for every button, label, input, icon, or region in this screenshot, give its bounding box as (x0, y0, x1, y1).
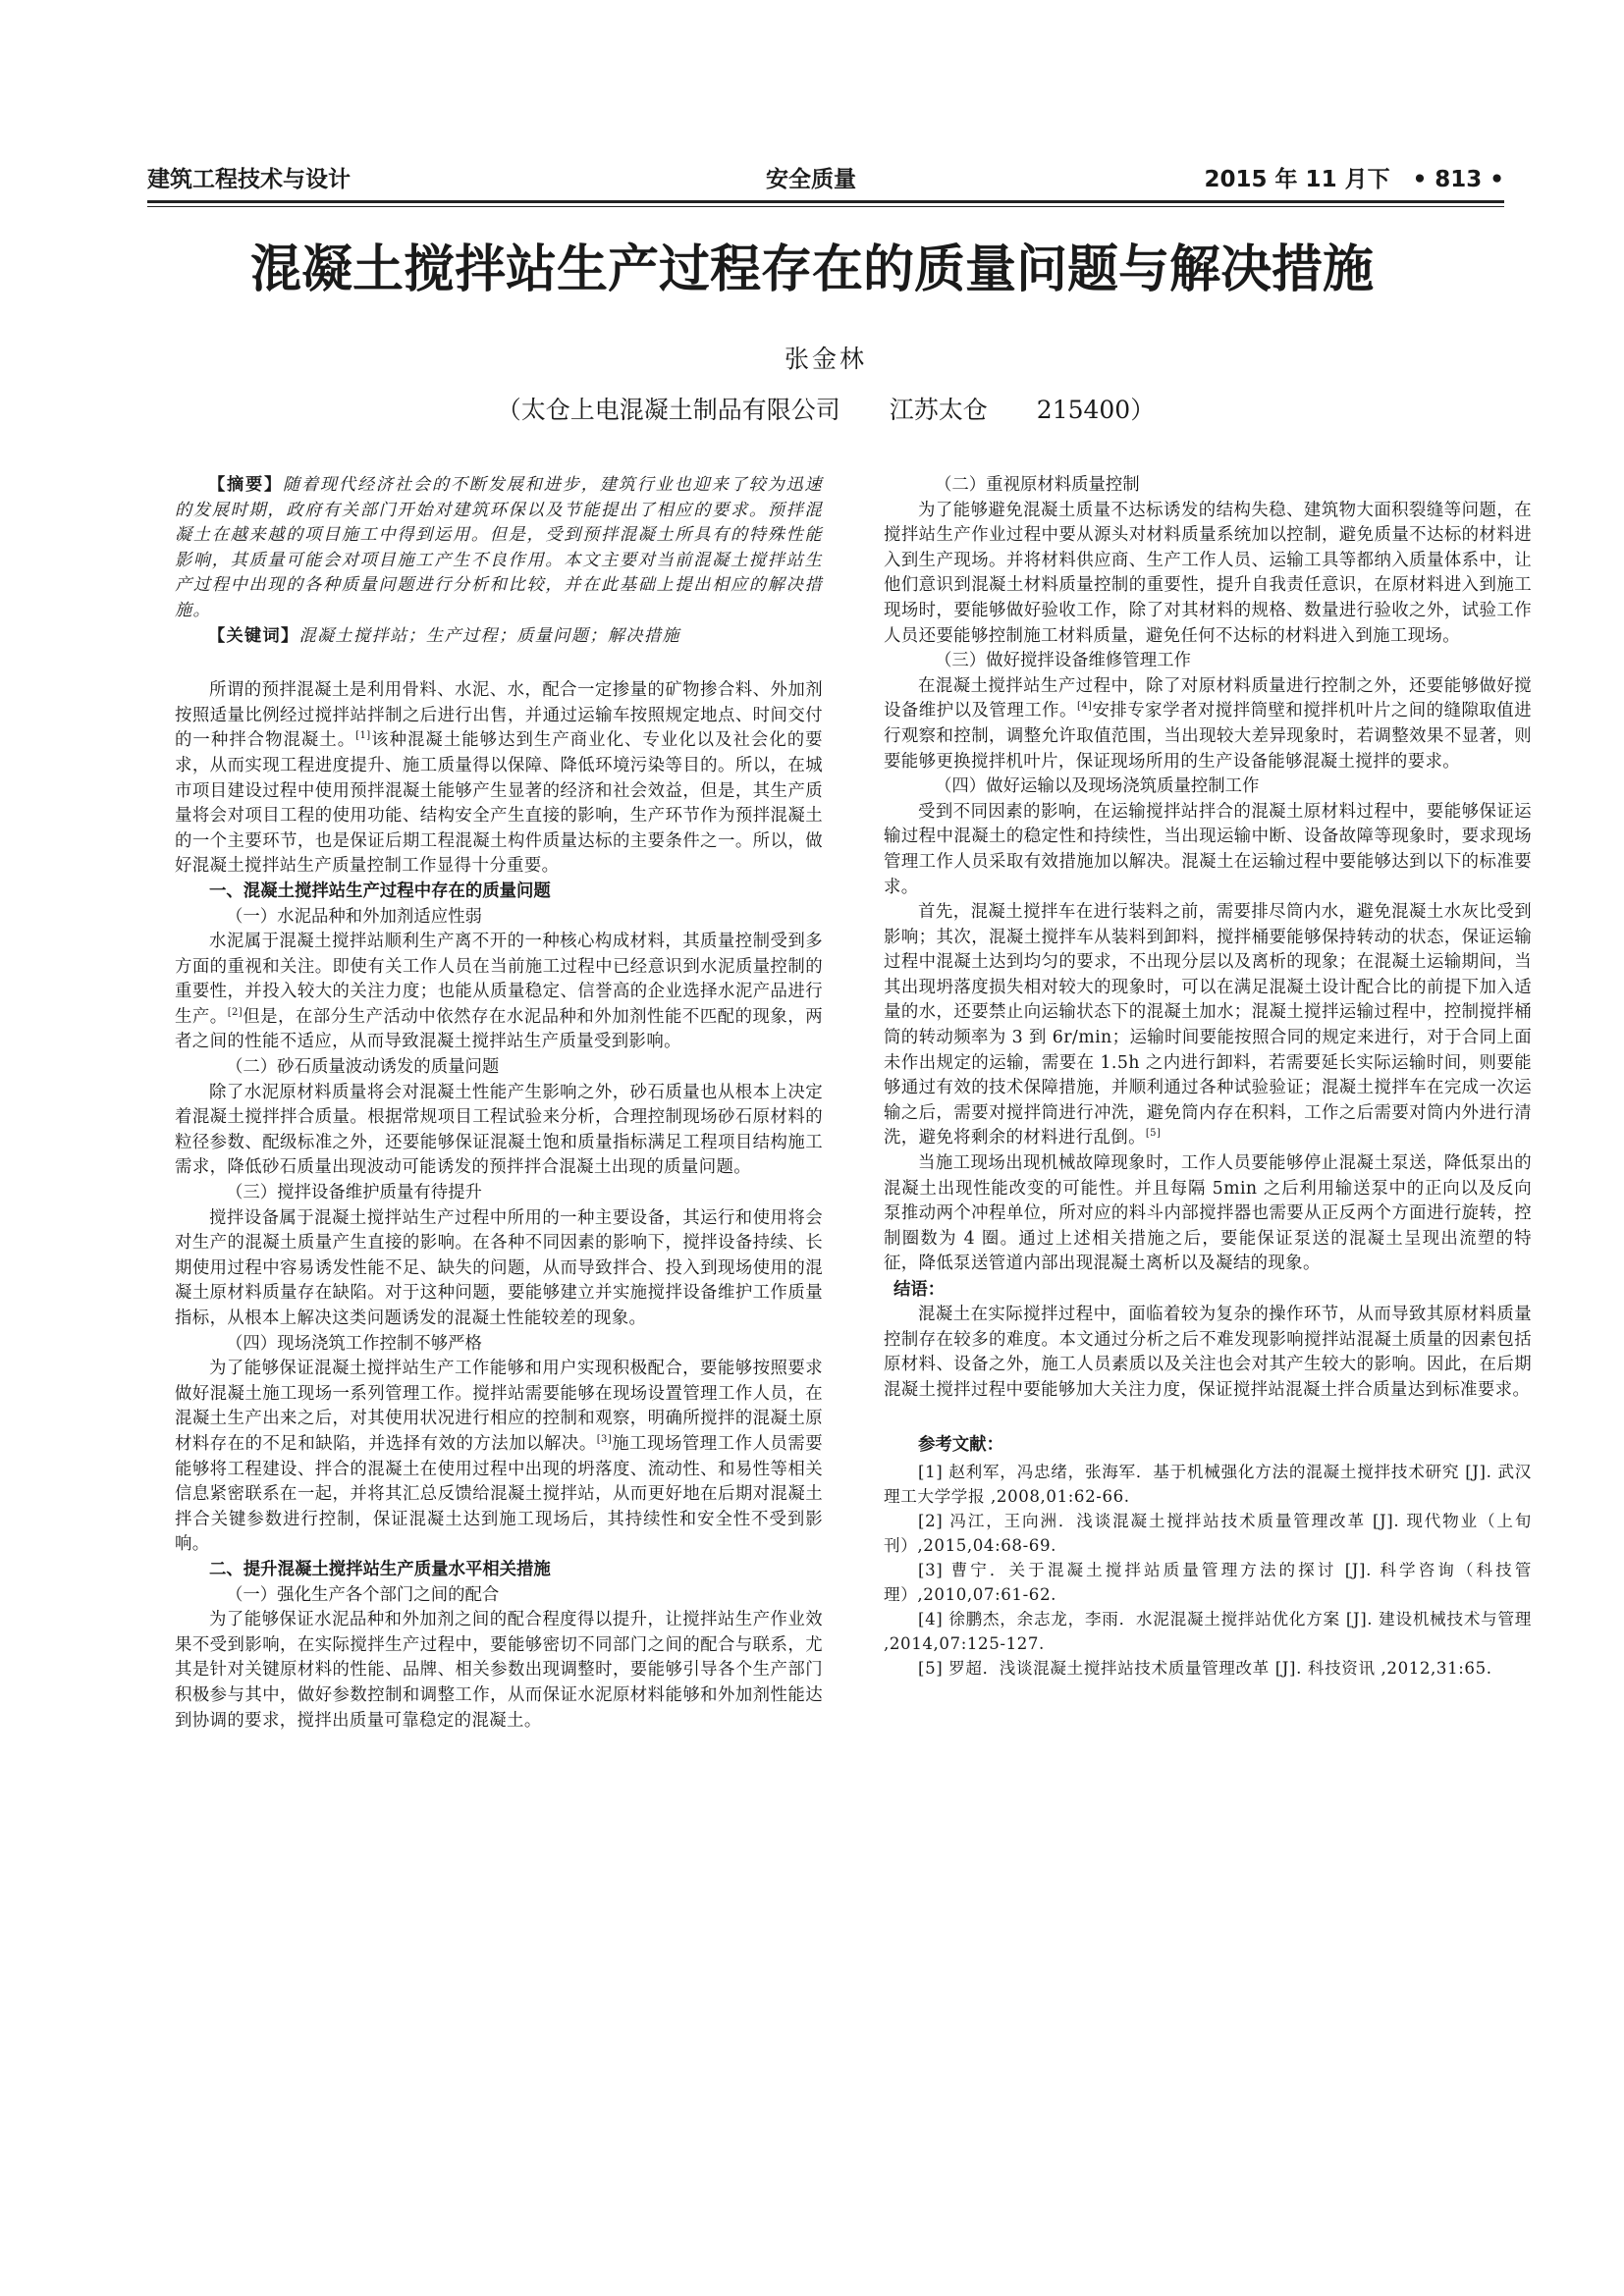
section-1-2-heading: （二）砂石质量波动诱发的质量问题 (226, 1057, 500, 1078)
section-2-3-paragraph (884, 674, 1532, 774)
issue-and-page: 2015 年 11 月下 • 813 • (1204, 167, 1504, 192)
section-2-heading: 二、提升混凝土搅拌站生产质量水平相关措施 (209, 1559, 551, 1579)
left-column (175, 473, 823, 1734)
citation-5: [5] (1145, 1128, 1162, 1140)
header-rule-thick (147, 200, 1504, 203)
section-name: 安全质量 (766, 167, 856, 192)
section-2-4-paragraph-a: 受到不同因素的影响，在运输搅拌站拌合的混凝土原材料过程中，要能够保证运输过程中混凝土的稳定性和持续性，当出现运输中断、设备故障等现象时，要求现场管理工作人员采取有效措施加以解决。混凝土在运输过程中要能够达到以下的标准要求。 (884, 801, 1532, 897)
section-2-1-paragraph: 为了能够保证水泥品种和外加剂之间的配合程度得以提升，让搅拌站生产作业效果不受到影响，在实际搅拌生产过程中，要能够密切不同部门之间的配合与联系，尤其是针对关键原材料的性能、品牌、相关参数出现调整时，要能够引导各个生产部门积极参与其中，做好参数控制和调整工作，从而保证水泥原材料能够和外加剂性能达到协调的要求，搅拌出质量可靠稳定的混凝土。 (175, 1610, 823, 1731)
section-2-4-heading: （四）做好运输以及现场浇筑质量控制工作 (935, 776, 1260, 797)
section-2-3-heading: （三）做好搅拌设备维修管理工作 (935, 651, 1191, 671)
section-1-1-text: 水泥属于混凝土搅拌站顺利生产离不开的一种核心构成材料，其质量控制受到多方面的重视和关注。即使有关工作人员在当前施工过程中已经意识到水泥质量控制的重要性，并投入较大的关注力度；也能从质量稳定、信誉高的企业选择水泥产品进行生产。 (175, 932, 823, 1027)
abstract-text: 随着现代经济社会的不断发展和进步，建筑行业也迎来了较为迅速的发展时期，政府有关部门开始对建筑环保以及节能提出了相应的要求。预拌混凝土在越来越的项目施工中得到运用。但是，受到预拌混凝土所具有的特殊性能影响，其质量可能会对项目施工产生不良作用。本文主要对当前混凝土搅拌站生产过程中出现的各种质量问题进行分析和比较，并在此基础上提出相应的解决措施。 (175, 475, 824, 620)
citation-1: [1] (355, 730, 371, 742)
section-2-2-paragraph: 为了能够避免混凝土质量不达标诱发的结构失稳、建筑物大面积裂缝等问题，在搅拌站生产作业过程中要从源头对材料质量系统加以控制，避免质量不达标的材料进入到生产现场。并将材料供应商、生产工作人员、运输工具等都纳入质量体系中，让他们意识到混凝土材料质量控制的重要性，提升自我责任意识，在原材料进入到施工现场时，要能够做好验收工作，除了对其材料的规格、数量进行验收之外，试验工作人员还要能够控制施工材料质量，避免任何不达标的材料进入到施工现场。 (884, 500, 1532, 646)
reference-item: [3] 曹宁．关于混凝土搅拌站质量管理方法的探讨 [J]. 科学咨询（科技管理）,2010,07:61-62. (884, 1561, 1532, 1605)
section-2-1-heading: （一）强化生产各个部门之间的配合 (226, 1584, 500, 1605)
keywords-label: 【关键词】 (208, 625, 299, 646)
section-1-4-text-cont: 施工现场管理工作人员需要能够将工程建设、拌合的混凝土在使用过程中出现的坍落度、流动性、和易性等相关信息紧密联系在一起，并将其汇总反馈给混凝土搅拌站，从而更好地在后期对混凝土拌合关键参数进行控制，保证混凝土达到施工现场后，其持续性和安全性不受到影响。 (175, 1433, 823, 1555)
section-1-2-paragraph: 除了水泥原材料质量将会对混凝土性能产生影响之外，砂石质量也从根本上决定着混凝土搅拌拌合质量。根据常规项目工程试验来分析，合理控制现场砂石原材料的粒径参数、配级标准之外，还要能够保证混凝土饱和质量指标满足工程项目结构施工需求，降低砂石质量出现波动可能诱发的预拌拌合混凝土出现的质量问题。 (175, 1082, 823, 1178)
citation-3: [3] (596, 1434, 613, 1446)
section-1-3-paragraph: 搅拌设备属于混凝土搅拌站生产过程中所用的一种主要设备，其运行和使用将会对生产的混凝土质量产生直接的影响。在各种不同因素的影响下，搅拌设备持续、长期使用过程中容易诱发性能不足、缺失的问题，从而导致拌合、投入到现场使用的混凝土原材料质量存在缺陷。对于这种问题，要能够建立并实施搅拌设备维护工作质量指标，从根本上解决这类问题诱发的混凝土性能较差的现象。 (175, 1207, 823, 1328)
article-title: 混凝土搅拌站生产过程存在的质量问题与解决措施 (249, 240, 1374, 299)
keywords-text: 混凝土搅拌站；生产过程；质量问题；解决措施 (298, 625, 680, 646)
abstract (175, 473, 823, 624)
conclusion-heading: 结语： (893, 1280, 946, 1300)
intro-text: 所谓的预拌混凝土是利用骨料、水泥、水，配合一定掺量的矿物掺合料、外加剂按照适量比例经过搅拌站拌制之后进行出售，并通过运输车按照规定地点、时间交付的一种拌合物混凝土。 (175, 680, 823, 751)
intro-paragraph (175, 678, 823, 880)
header-rule-thin (147, 206, 1504, 207)
citation-4: [4] (1076, 701, 1093, 713)
section-1-4-text: 为了能够保证混凝土搅拌站生产工作能够和用户实现积极配合，要能够按照要求做好混凝土施工现场一系列管理工作。搅拌站需要能够在现场设置管理工作人员，在混凝土生产出来之后，对其使用状况进行相应的控制和观察，明确所搅拌的混凝土原材料存在的不足和缺陷，并选择有效的方法加以解决。 (175, 1359, 823, 1454)
intro-text-cont: 该种混凝土能够达到生产商业化、专业化以及社会化的要求，从而实现工程进度提升、施工质量得以保障、降低环境污染等目的。所以，在城市项目建设过程中使用预拌混凝土能够产生显著的经济和社会效益，但是，其生产质量将会对项目工程的使用功能、结构安全产生直接的影响，生产环节作为预拌混凝土的一个主要环节，也是保证后期工程混凝土构件质量达标的主要条件之一。所以，做好混凝土搅拌站生产质量控制工作显得十分重要。 (175, 730, 823, 877)
section-2-4-text: 首先，混凝土搅拌车在进行装料之前，需要排尽筒内水，避免混凝土水灰比受到影响；其次，混凝土搅拌车从装料到卸料，搅拌桶要能够保持转动的状态，保证运输过程中混凝土达到均匀的要求，不出现分层以及离析的现象；在混凝土运输期间，当其出现坍落度损失相对较大的现象时，可以在满足混凝土设计配合比的前提下加入适量的水，还要禁止向运输状态下的混凝土加水；混凝土搅拌运输过程中，控制搅拌桶筒的转动频率为 3 到 6r/min；运输时间要能按照合同的规定来进行，对于合同上面未作出规定的运输，需要在 1.5h 之内进行卸料，若需要延长实际运输时间，则要能够通过有效的技术保障措施，并顺利通过各种试验验证；混凝土搅拌车在完成一次运输之后，需要对搅拌筒进行冲洗，避免筒内存在积料，工作之后需要对筒内外进行清洗，避免将剩余的材料进行乱倒。 (884, 902, 1532, 1148)
abstract-label: 【摘要】 (208, 475, 283, 495)
right-column (884, 473, 1532, 1681)
section-2-4-paragraph-c: 当施工现场出现机械故障现象时，工作人员要能够停止混凝土泵送，降低泵出的混凝土出现性能改变的可能性。并且每隔 5min 之后利用输送泵中的正向以及反向泵推动两个冲程单位，所对应的料斗内部搅拌器也需要从正反两个方面进行旋转，控制圈数为 4 圈。通过上述相关措施之后，要能保证泵送的混凝土呈现出流塑的特征，降低泵送管道内部出现混凝土离析以及凝结的现象。 (884, 1153, 1532, 1274)
running-header (147, 157, 1504, 196)
section-1-heading: 一、混凝土搅拌站生产过程中存在的质量问题 (209, 881, 551, 901)
reference-item: [1] 赵利军，冯忠绪，张海军．基于机械强化方法的混凝土搅拌技术研究 [J]. 武汉理工大学学报 ,2008,01:62-66. (884, 1463, 1532, 1507)
keywords (175, 624, 823, 650)
reference-item: [5] 罗超．浅谈混凝土搅拌站技术质量管理改革 [J]. 科技资讯 ,2012,31:65. (918, 1659, 1492, 1679)
section-1-3-heading: （三）搅拌设备维护质量有待提升 (226, 1183, 482, 1203)
section-1-1-text-cont: 但是，在部分生产活动中依然存在水泥品种和外加剂性能不匹配的现象，两者之间的性能不适应，从而导致混凝土搅拌站生产质量受到影响。 (175, 1006, 823, 1052)
reference-item: [2] 冯江，王向洲．浅谈混凝土搅拌站技术质量管理改革 [J]. 现代物业（上旬刊）,2015,04:68-69. (884, 1512, 1532, 1556)
section-2-4-paragraph-b (884, 900, 1532, 1151)
section-2-3-text: 在混凝土搅拌站生产过程中，除了对原材料质量进行控制之外，还要能够做好搅设备维护以及管理工作。 (884, 675, 1532, 721)
section-1-4-heading: （四）现场浇筑工作控制不够严格 (226, 1333, 482, 1354)
section-2-3-text-cont: 安排专家学者对搅拌筒壁和搅拌机叶片之间的缝隙取值进行观察和控制，调整允许取值范围，当出现较大差异现象时，若调整效果不显著，则要能够更换搅拌机叶片，保证现场所用的生产设备能够混凝土搅拌的要求。 (884, 701, 1532, 772)
citation-2: [2] (227, 1007, 244, 1019)
references-heading: 参考文献： (918, 1435, 1003, 1456)
section-2-2-heading: （二）重视原材料质量控制 (935, 475, 1140, 495)
section-1-1-heading: （一）水泥品种和外加剂适应性弱 (226, 906, 482, 927)
conclusion-paragraph: 混凝土在实际搅拌过程中，面临着较为复杂的操作环节，从而导致其原材料质量控制存在较多的难度。本文通过分析之后不难发现影响搅拌站混凝土质量的因素包括原材料、设备之外，施工人员素质以及关注也会对其产生较大的影响。因此，在后期混凝土搅拌过程中要能够加大关注力度，保证搅拌站混凝土拌合质量达到标准要求。 (884, 1305, 1532, 1400)
article-author: 张金林 (784, 345, 867, 373)
section-1-4-paragraph (175, 1357, 823, 1558)
reference-item: [4] 徐鹏杰，余志龙，李雨．水泥混凝土搅拌站优化方案 [J]. 建设机械技术与管理 ,2014,07:125-127. (884, 1610, 1532, 1654)
author-affiliation: （太仓上电混凝土制品有限公司 江苏太仓 215400） (496, 396, 1156, 424)
section-1-1-paragraph (175, 930, 823, 1055)
journal-name: 建筑工程技术与设计 (147, 167, 351, 192)
